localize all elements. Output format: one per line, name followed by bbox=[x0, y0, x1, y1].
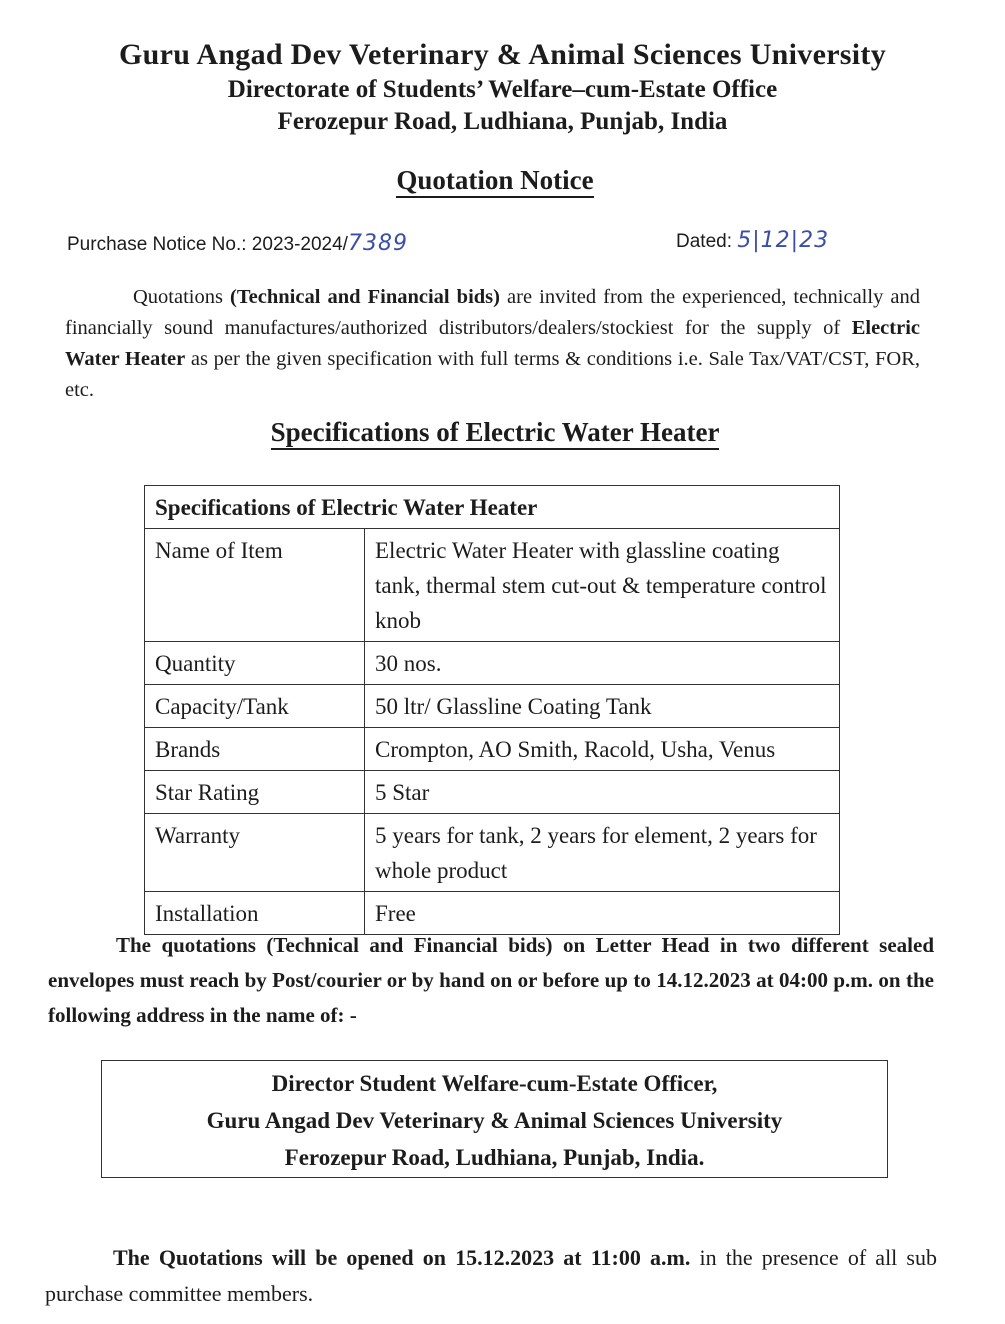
spec-value: Electric Water Heater with glassline coating tank, thermal stem cut-out & temperature control knob bbox=[365, 529, 840, 642]
table-row bbox=[145, 642, 840, 685]
address-line: Director Student Welfare-cum-Estate Officer, bbox=[271, 1071, 718, 1096]
date-label: Dated: bbox=[676, 231, 732, 252]
spec-label: Warranty bbox=[145, 814, 365, 892]
directorate-name: Directorate of Students’ Welfare–cum-Estate Office bbox=[227, 76, 778, 103]
table-row bbox=[145, 771, 840, 814]
address-line: Guru Angad Dev Veterinary & Animal Sciences University bbox=[206, 1108, 783, 1133]
submission-paragraph: The quotations (Technical and Financial bids) on Letter Head in two different sealed envelopes must reach by Post/courier or by hand on or before up to 14.12.2023 at 04:00 p.m. on the following address in the name of: - bbox=[48, 933, 934, 1027]
handwritten-date: 5|12|23 bbox=[737, 228, 830, 253]
table-row bbox=[145, 728, 840, 771]
spec-label: Name of Item bbox=[145, 529, 365, 642]
table-row bbox=[145, 529, 840, 642]
notice-title: Quotation Notice bbox=[0, 165, 990, 196]
intro-paragraph: Quotations (Technical and Financial bids) are invited from the experienced, technically and financially sound manufactures/authorized distributors/dealers/stockiest for the supply of Electric Water Heater as per the given specification with full terms & conditions i.e. Sale Tax/VAT/CST, FOR, etc. bbox=[65, 286, 920, 401]
spec-label: Brands bbox=[145, 728, 365, 771]
office-address: Ferozepur Road, Ludhiana, Punjab, India bbox=[277, 108, 728, 135]
spec-value: 5 Star bbox=[365, 771, 840, 814]
address-box bbox=[101, 1060, 888, 1178]
spec-label: Capacity/Tank bbox=[145, 685, 365, 728]
table-row bbox=[145, 814, 840, 892]
spec-label: Installation bbox=[145, 892, 365, 935]
spec-value: 5 years for tank, 2 years for element, 2 years for whole product bbox=[365, 814, 840, 892]
spec-label: Star Rating bbox=[145, 771, 365, 814]
spec-value: Crompton, AO Smith, Racold, Usha, Venus bbox=[365, 728, 840, 771]
spec-table-header: Specifications of Electric Water Heater bbox=[145, 486, 840, 529]
spec-value: 30 nos. bbox=[365, 642, 840, 685]
handwritten-notice-number: 7389 bbox=[347, 231, 408, 256]
spec-value: Free bbox=[365, 892, 840, 935]
purchase-notice-number bbox=[67, 231, 408, 256]
address-line: Ferozepur Road, Ludhiana, Punjab, India. bbox=[284, 1145, 705, 1170]
purchase-notice-label: Purchase Notice No.: 2023-2024/ bbox=[67, 234, 348, 255]
spec-heading: Specifications of Electric Water Heater bbox=[0, 417, 990, 448]
spec-table bbox=[144, 485, 840, 935]
opening-paragraph: The Quotations will be opened on 15.12.2023 at 11:00 a.m. in the presence of all sub purchase committee members. bbox=[45, 1245, 937, 1306]
spec-label: Quantity bbox=[145, 642, 365, 685]
university-name: Guru Angad Dev Veterinary & Animal Sciences University bbox=[118, 38, 887, 71]
spec-value: 50 ltr/ Glassline Coating Tank bbox=[365, 685, 840, 728]
spec-table-header-row bbox=[145, 486, 840, 529]
table-row bbox=[145, 685, 840, 728]
notice-date bbox=[676, 228, 829, 253]
